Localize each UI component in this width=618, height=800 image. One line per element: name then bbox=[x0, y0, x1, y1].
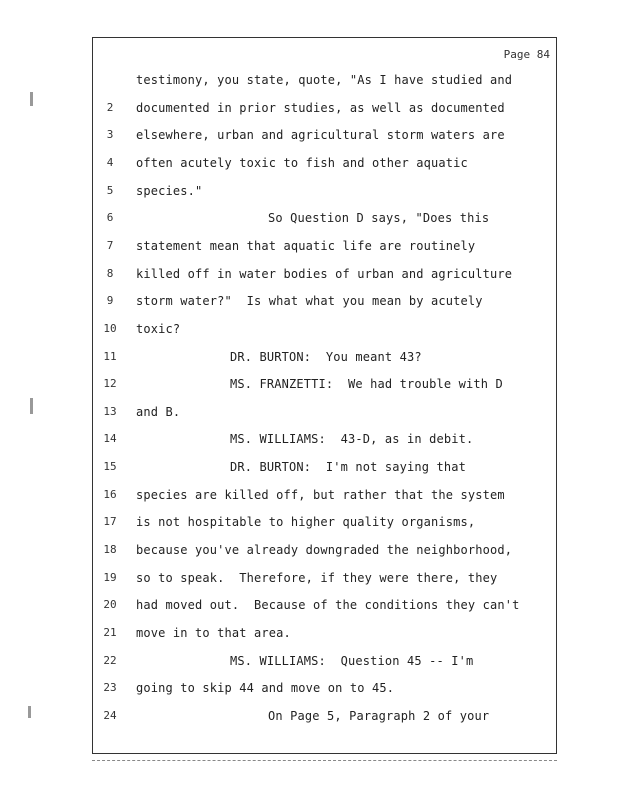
line-text: statement mean that aquatic life are routinely bbox=[136, 238, 476, 253]
transcript-line bbox=[92, 70, 557, 90]
line-text: had moved out. Because of the conditions they can't bbox=[136, 598, 520, 613]
line-text: documented in prior studies, as well as documented bbox=[136, 100, 505, 115]
left-margin-mark bbox=[28, 706, 31, 718]
line-text: MS. WILLIAMS: Question 45 -- I'm bbox=[230, 653, 474, 668]
line-text: storm water?" Is what what you mean by acutely bbox=[136, 294, 483, 309]
transcript-line bbox=[92, 623, 557, 643]
transcript-line bbox=[92, 98, 557, 118]
line-number: 20 bbox=[103, 598, 117, 612]
line-number: 7 bbox=[106, 238, 114, 252]
line-text: move in to that area. bbox=[136, 626, 291, 640]
line-number: 5 bbox=[106, 183, 114, 197]
left-margin-mark bbox=[30, 398, 33, 414]
page-number: Page 84 bbox=[503, 48, 550, 61]
transcript-line bbox=[92, 568, 557, 588]
line-text: DR. BURTON: You meant 43? bbox=[230, 349, 422, 364]
line-number: 9 bbox=[106, 294, 114, 308]
line-text: killed off in water bodies of urban and agriculture bbox=[136, 266, 513, 281]
transcript-line bbox=[92, 236, 557, 256]
line-text: often acutely toxic to fish and other aquatic bbox=[136, 155, 468, 170]
line-number: 15 bbox=[103, 460, 117, 474]
transcript-line bbox=[92, 651, 557, 671]
transcript-line bbox=[92, 429, 557, 449]
transcript-line bbox=[92, 402, 557, 422]
line-number: 22 bbox=[103, 653, 117, 667]
transcript-line bbox=[92, 291, 557, 311]
line-number: 13 bbox=[103, 404, 117, 418]
line-number: 11 bbox=[103, 349, 117, 363]
line-text: is not hospitable to higher quality organisms, bbox=[136, 515, 476, 530]
line-text: species." bbox=[136, 183, 203, 198]
line-text: species are killed off, but rather that the system bbox=[136, 487, 505, 502]
line-number: 14 bbox=[103, 432, 117, 446]
transcript-line bbox=[92, 125, 557, 145]
line-text: so to speak. Therefore, if they were there, they bbox=[136, 570, 498, 585]
line-number: 6 bbox=[106, 211, 114, 225]
transcript-line bbox=[92, 208, 557, 228]
line-number: 12 bbox=[103, 377, 117, 391]
transcript-line bbox=[92, 457, 557, 477]
line-number: 3 bbox=[106, 128, 114, 142]
line-number: 17 bbox=[103, 515, 117, 529]
line-text: So Question D says, "Does this bbox=[268, 211, 490, 226]
line-number: 23 bbox=[103, 681, 117, 695]
line-text: On Page 5, Paragraph 2 of your bbox=[268, 708, 490, 723]
transcript-line bbox=[92, 678, 557, 698]
line-text: DR. BURTON: I'm not saying that bbox=[230, 460, 466, 475]
line-number: 21 bbox=[103, 626, 117, 639]
line-number: 8 bbox=[106, 266, 114, 280]
line-text: elsewhere, urban and agricultural storm waters are bbox=[136, 128, 505, 143]
line-text: toxic? bbox=[136, 321, 181, 336]
transcript-line bbox=[92, 512, 557, 532]
line-text: MS. FRANZETTI: We had trouble with D bbox=[230, 377, 503, 392]
transcript-line bbox=[92, 181, 557, 201]
transcript-line bbox=[92, 706, 557, 726]
line-number: 10 bbox=[103, 321, 117, 335]
transcript-line bbox=[92, 485, 557, 505]
transcript-line bbox=[92, 595, 557, 615]
transcript-line bbox=[92, 264, 557, 284]
line-text: MS. WILLIAMS: 43-D, as in debit. bbox=[230, 432, 474, 447]
transcript-line bbox=[92, 347, 557, 367]
line-text: going to skip 44 and move on to 45. bbox=[136, 681, 395, 696]
transcript-line bbox=[92, 153, 557, 173]
line-number: 4 bbox=[106, 155, 114, 169]
line-number: 19 bbox=[103, 570, 117, 584]
line-number: 18 bbox=[103, 543, 117, 557]
line-text: because you've already downgraded the neighborhood, bbox=[136, 543, 513, 558]
transcript-line bbox=[92, 374, 557, 394]
line-number: 2 bbox=[106, 100, 114, 114]
line-number: 24 bbox=[103, 708, 117, 722]
left-margin-mark bbox=[30, 92, 33, 106]
line-text: and B. bbox=[136, 404, 181, 419]
transcript-line bbox=[92, 319, 557, 339]
line-text: testimony, you state, quote, "As I have studied and bbox=[136, 73, 513, 87]
bottom-rule bbox=[92, 760, 557, 761]
transcript-line bbox=[92, 540, 557, 560]
line-number: 16 bbox=[103, 487, 117, 501]
